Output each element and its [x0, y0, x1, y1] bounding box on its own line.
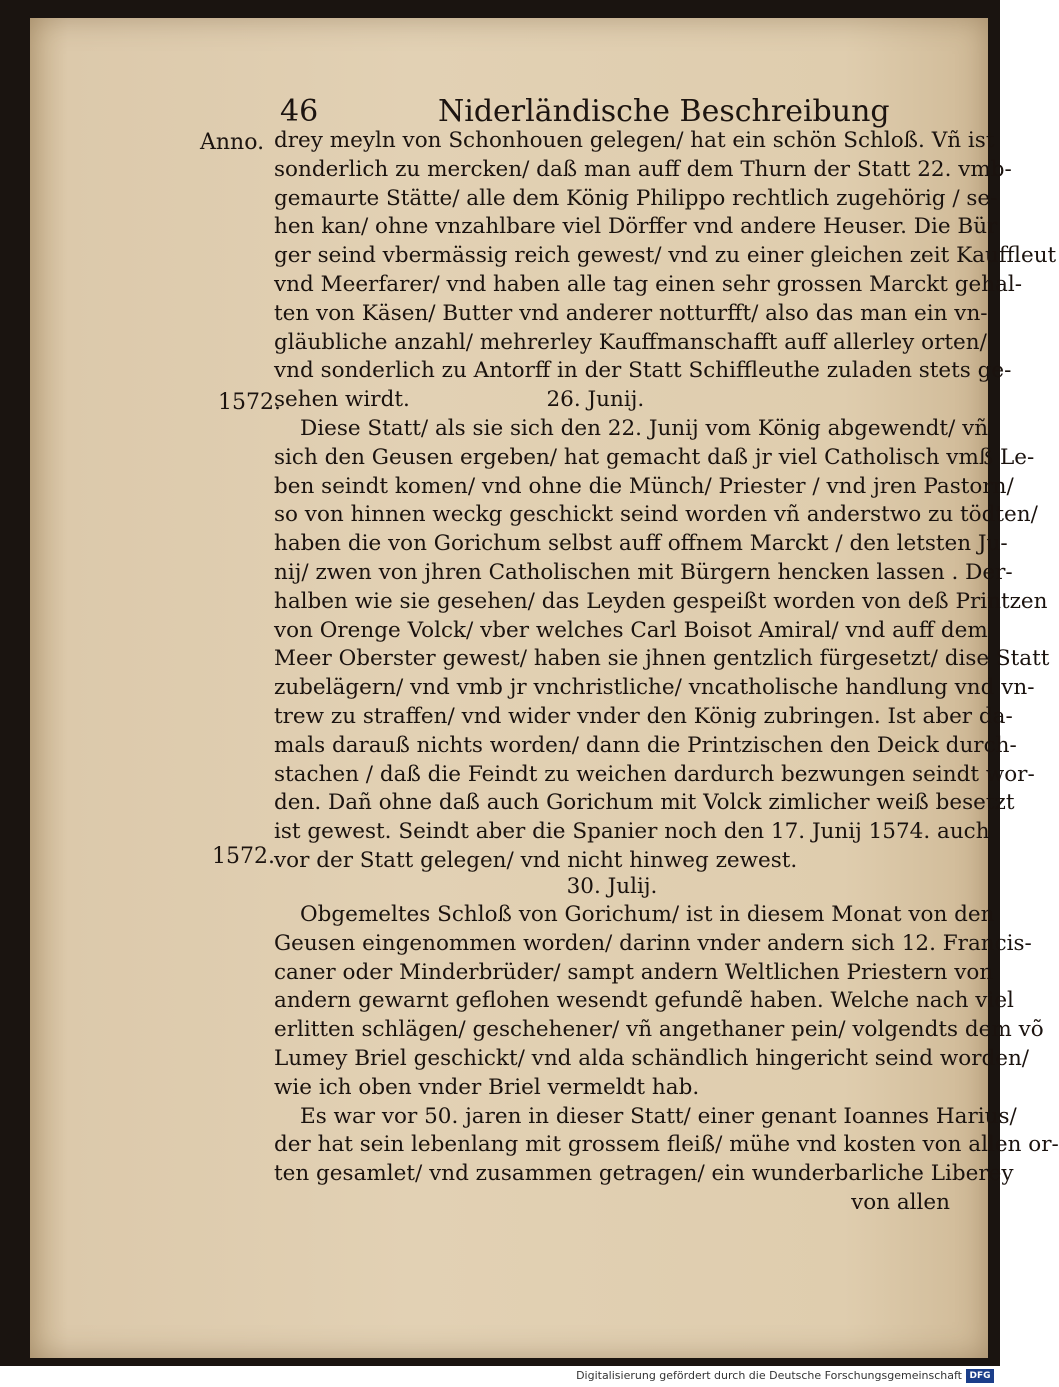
body-text	[274, 128, 1059, 1228]
margin-note-year: 1572.	[218, 390, 281, 415]
page-number: 46	[280, 94, 319, 129]
text-line: vnd Meerfarer/ vnd haben alle tag einen sehr grossen Marckt gehal-	[274, 272, 1023, 297]
text-line: gemaurte Stätte/ alle dem König Philippo rechtlich zugehörig / se-	[274, 185, 998, 211]
text-line: caner oder Minderbrüder/ sampt andern Weltlichen Priestern von	[274, 959, 994, 985]
text-line: halben wie sie gesehen/ das Leyden gespeißt worden von deß Printzen	[274, 588, 1048, 614]
text-line: Obgemeltes Schloß von Gorichum/ ist in diesem Monat von den	[300, 902, 995, 927]
text-line: Diese Statt/ als sie sich den 22. Junij vom König abgewendt/ vñ	[300, 416, 989, 441]
text-line: zubelägern/ vnd vmb jr vnchristliche/ vncatholische handlung vnd vn-	[274, 675, 1035, 701]
text-line: Lumey Briel geschickt/ vnd alda schändlich hingericht seind worden/	[274, 1046, 1030, 1071]
catchword: von allen	[851, 1190, 950, 1215]
text-line: sich den Geusen ergeben/ hat gemacht daß jr viel Catholisch vmß Le-	[274, 444, 1035, 470]
text-line: ten von Käsen/ Butter vnd anderer notturfft/ also das man ein vn-	[274, 300, 988, 326]
text-line: ist gewest. Seindt aber die Spanier noch den 17. Junij 1574. auch	[274, 819, 990, 845]
dfg-footer	[0, 1366, 1000, 1387]
text-line: erlitten schlägen/ geschehener/ vñ angethaner pein/ volgendts dem võ	[274, 1017, 1044, 1043]
dfg-notice: Digitalisierung gefördert durch die Deutsche Forschungsgemeinschaft	[576, 1369, 962, 1382]
text-line: ger seind vbermässig reich gewest/ vnd zu einer gleichen zeit Kauffleut	[274, 243, 1057, 269]
text-line: der hat sein lebenlang mit grossem fleiß/ mühe vnd kosten von allen or-	[274, 1132, 1059, 1158]
text-line: andern gewarnt geflohen wesendt gefundẽ haben. Welche nach viel	[274, 988, 1014, 1014]
text-line: Meer Oberster gewest/ haben sie jhnen gentzlich fürgesetzt/ dise Statt	[274, 646, 1050, 672]
text-line: hen kan/ ohne vnzahlbare viel Dörffer vnd andere Heuser. Die Bür	[274, 214, 998, 240]
text-line: von Orenge Volck/ vber welches Carl Boisot Amiral/ vnd auff dem	[274, 617, 988, 643]
text-line: wie ich oben vnder Briel vermeldt hab.	[274, 1074, 700, 1100]
text-line: drey meyln von Schonhouen gelegen/ hat ein schön Schloß. Vñ ist	[274, 128, 995, 153]
text-line: nij/ zwen von jhren Catholischen mit Bürgern hencken lassen . Der-	[274, 560, 1013, 585]
text-line: Geusen eingenommen worden/ darinn vnder andern sich 12. Francis-	[274, 930, 1032, 956]
dfg-logo: DFG	[966, 1369, 994, 1383]
text-line: sonderlich zu mercken/ daß man auff dem Thurn der Statt 22. vmb-	[274, 156, 1012, 182]
text-line: stachen / daß die Feindt zu weichen dardurch bezwungen seindt wor-	[274, 761, 1035, 787]
margin-note-anno: Anno.	[200, 130, 265, 155]
text-line: Es war vor 50. jaren in dieser Statt/ einer genant Ioannes Harius/	[300, 1103, 1017, 1129]
text-line: vor der Statt gelegen/ vnd nicht hinweg zewest.	[274, 848, 798, 873]
date-heading: 30. Julij.	[566, 874, 658, 899]
text-line: trew zu straffen/ vnd wider vnder den König zubringen. Ist aber da-	[274, 704, 1013, 729]
text-line: sehen wirdt. 26. Junij.	[274, 387, 645, 413]
text-line: so von hinnen weckg geschickt seind worden vñ anderstwo zu tödten/	[274, 502, 1038, 528]
text-line: gläubliche anzahl/ mehrerley Kauffmanschafft auff allerley orten/	[274, 329, 987, 355]
text-line: mals darauß nichts worden/ dann die Printzischen den Deick durch-	[274, 732, 1017, 758]
text-line: ben seindt komen/ vnd ohne die Münch/ Priester / vnd jren Pastorn/	[274, 473, 1014, 499]
text-line: vnd sonderlich zu Antorff in der Statt Schiffleuthe zuladen stets ge-	[274, 358, 1012, 384]
book-page	[30, 18, 1059, 1358]
text-line: haben die von Gorichum selbst auff offnem Marckt / den letsten Ju-	[274, 531, 1008, 557]
running-title: Niderländische Beschreibung	[438, 94, 890, 129]
margin-note-year: 1572.	[212, 844, 275, 869]
text-line: ten gesamlet/ vnd zusammen getragen/ ein wunderbarliche Liberey	[274, 1161, 1014, 1187]
text-line: den. Dañ ohne daß auch Gorichum mit Volck zimlicher weiß besetzt	[274, 790, 1015, 816]
